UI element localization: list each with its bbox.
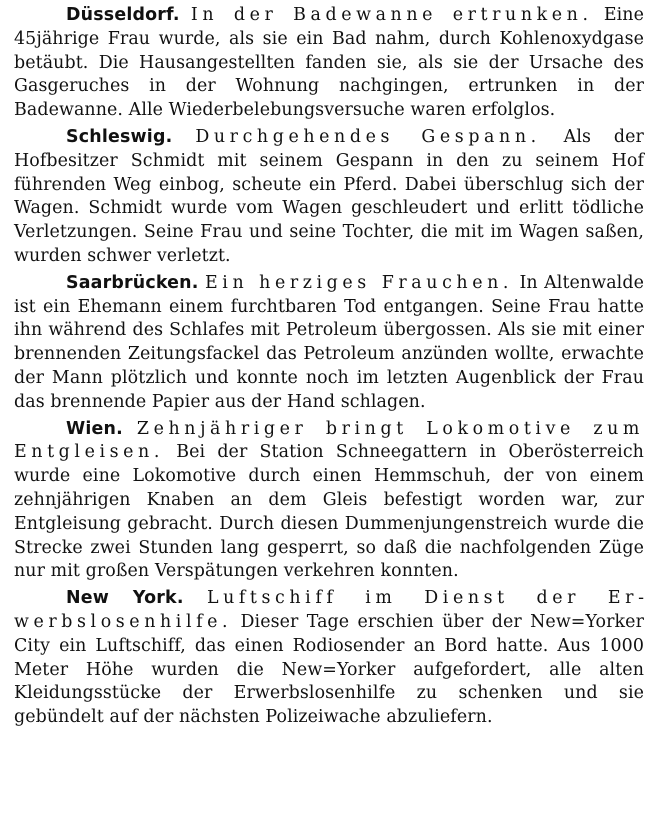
- news-item-duesseldorf: [14, 4, 644, 123]
- article-body: Bei der Station Schneegattern in Oberösterreich wurde eine Lokomotive durch einen Hemmschuh, der von einem zehnjährigen Knaben an dem Gleis befestigt worden war, zur Entgleisung gebracht. Durch diesen Dummenjungenstreich wurde die Strecke zwei Stunden lang gesperrt, so daß die nachfolgenden Züge nur mit großen Verspätungen verkehren konnten.: [14, 442, 644, 582]
- article-body: Eine 45jährige Frau wurde, als sie ein Bad nahm, durch Kohlenoxydgase betäubt. Die Hausangestellten fanden sie, als sie der Ursache des Gasgeruches in der Wohnung nachgingen, ertrunken in der Badewanne. Alle Wiederbelebungsversuche waren erfolglos.: [14, 5, 644, 121]
- dateline: Düsseldorf.: [66, 5, 180, 25]
- dateline: Saarbrücken.: [66, 272, 199, 293]
- article-body: Als der Hofbesitzer Schmidt mit seinem Gespann in den zu seinem Hof führenden Weg einbog, scheute ein Pferd. Dabei überschlug sich der Wagen. Schmidt wurde vom Wagen geschleudert und erlitt tödliche Verletzungen. Seine Frau und seine Tochter, die mit im Wagen saßen, wurden schwer verletzt.: [14, 126, 644, 266]
- headline: Ein herziges Frauchen.: [204, 272, 514, 293]
- article-body: In Altenwalde ist ein Ehemann einem furchtbaren Tod entgangen. Seine Frau hatte ihn während des Schlafes mit Petroleum übergossen. Als sie mit einer brennenden Zeitungsfackel das Petroleum anzünden wollte, erwachte der Mann plötzlich und konnte noch im letzten Augenblick der Frau das brennende Papier aus der Hand schlagen.: [14, 272, 644, 412]
- article-body: Dieser Tage erschien über der New=Yorker City ein Luftschiff, das einen Rodiosender an Bord hatte. Aus 1000 Meter Höhe wurden die New=Yorker aufgefordert, alle alten Kleidungsstücke der Erwerbslosenhilfe zu schenken und sie gebündelt auf der nächsten Polizeiwache abzuliefern.: [14, 611, 644, 728]
- headline: In der Badewanne ertrunken.: [190, 5, 593, 25]
- newspaper-column: [14, 4, 644, 730]
- dateline: New York.: [66, 588, 184, 609]
- news-item-saarbruecken: [14, 272, 644, 415]
- news-item-new-york: [14, 587, 644, 730]
- news-item-schleswig: [14, 126, 644, 269]
- news-item-wien: [14, 418, 644, 585]
- headline: Zehnjähriger bringt Lokomotive zum Entgleisen.: [14, 418, 644, 463]
- dateline: Wien.: [66, 418, 123, 439]
- headline: Luftschiff im Dienst der Erwerbslosenhilfe.: [14, 588, 644, 632]
- headline: Durchgehendes Gespann.: [195, 126, 541, 147]
- dateline: Schleswig.: [66, 126, 173, 147]
